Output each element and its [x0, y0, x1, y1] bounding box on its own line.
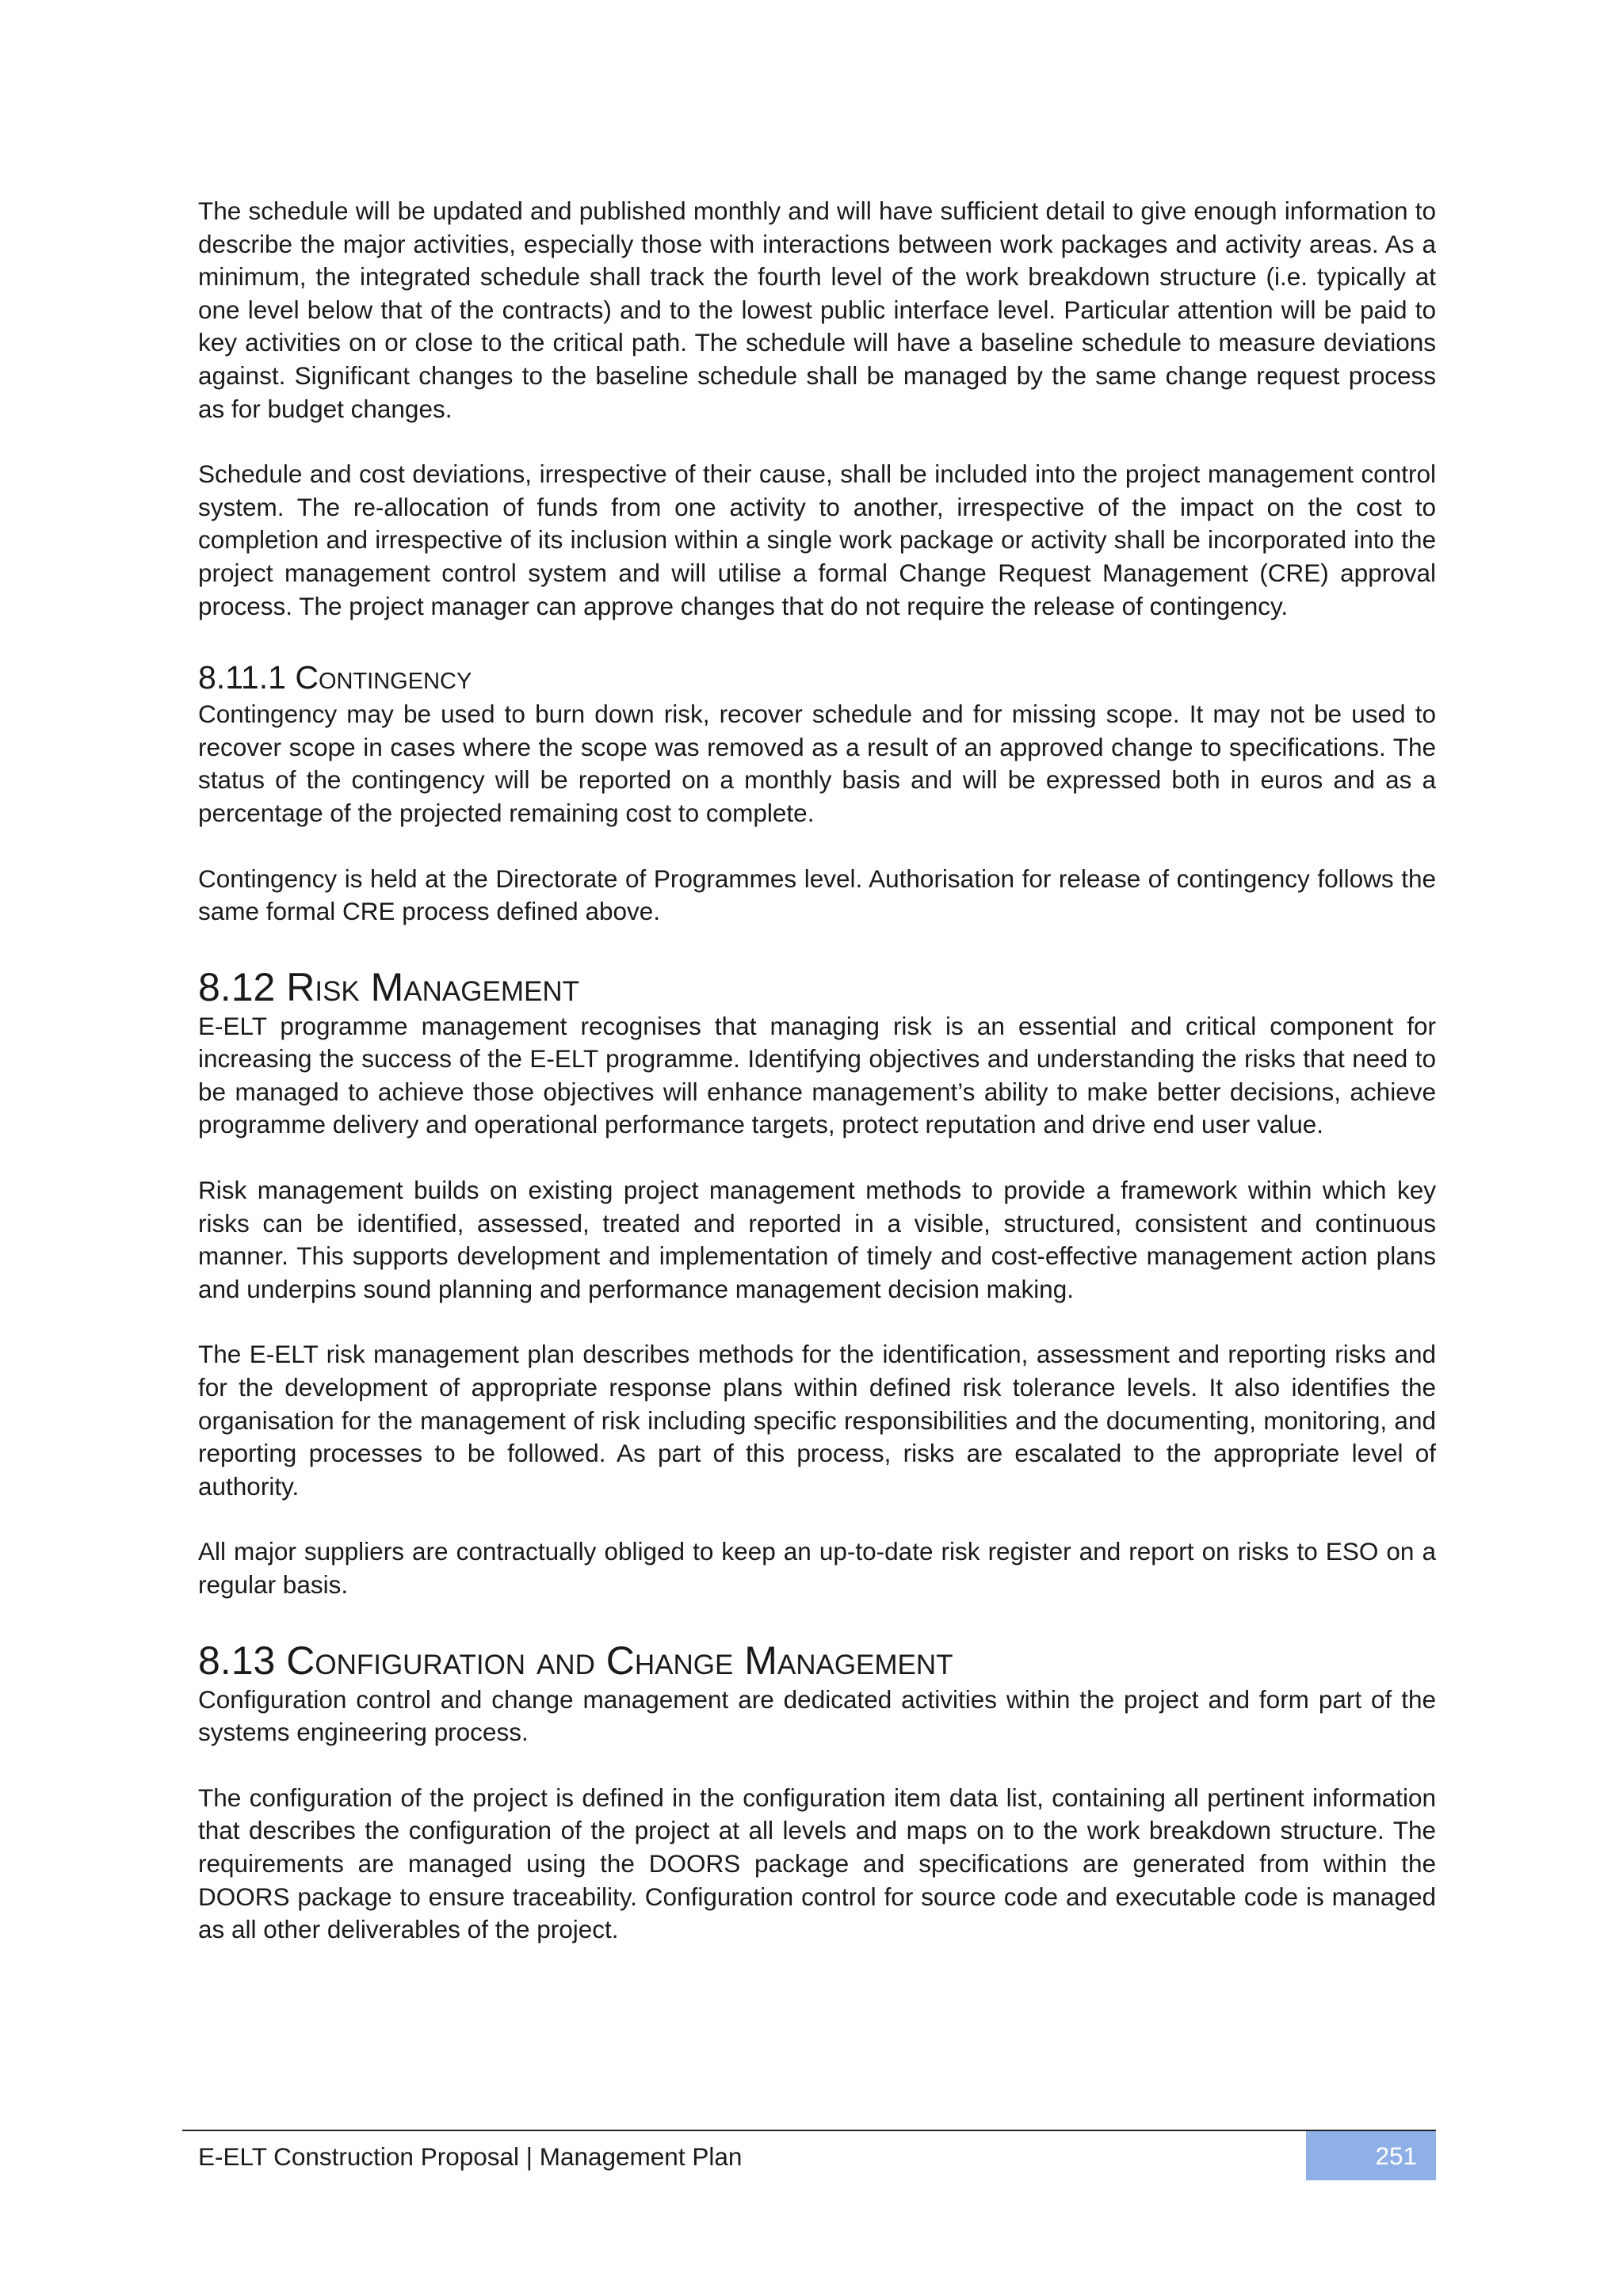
section-number: 8.13	[198, 1638, 276, 1683]
section-title: Risk Management	[286, 964, 579, 1009]
section-title: Configuration and Change Management	[286, 1638, 953, 1683]
paragraph-configuration-data-list: The configuration of the project is defined in the configuration item data list, containing all pertinent information that describes the configuration of the project at all levels and maps on to the work breakdown structure. The requirements are managed using the DOORS package and specifications are generated from within the DOORS package to ensure traceability. Configuration control for source code and executable code is managed as all other deliverables of the project.	[198, 1783, 1436, 1944]
paragraph-risk-plan: The E-ELT risk management plan describes methods for the identification, assessment and reporting risks and for the development of appropriate response plans within defined risk tolerance levels. It also identifies the organisation for the management of risk including specific responsibilities and the documenting, monitoring, and reporting processes to be followed. As part of this process, risks are escalated to the appropriate level of authority.	[198, 1340, 1436, 1501]
page-number-badge: 251	[1306, 2131, 1436, 2180]
section-number: 8.11.1	[198, 659, 286, 696]
page-content	[198, 195, 1436, 1979]
paragraph-contingency-use: Contingency may be used to burn down risk, recover schedule and for missing scope. It may not be used to recover scope in cases where the scope was removed as a result of an approved change to specifications. The status of the contingency will be reported on a monthly basis and will be expressed both in euros and as a percentage of the projected remaining cost to complete.	[198, 700, 1436, 827]
footer-divider	[182, 2130, 1436, 2131]
section-heading-configuration-change-management	[198, 1634, 1436, 1687]
paragraph-schedule-cost-deviations: Schedule and cost deviations, irrespective of their cause, shall be included into the project management control system. The re-allocation of funds from one activity to another, irrespective of the impact on the cost to completion and irrespective of its inclusion within a single work package or activity shall be incorporated into the project management control system and will utilise a formal Change Request Management (CRE) approval process. The project manager can approve changes that do not require the release of contingency.	[198, 460, 1436, 620]
section-number: 8.12	[198, 964, 276, 1009]
section-heading-contingency	[198, 655, 1436, 700]
paragraph-schedule-updates: The schedule will be updated and published monthly and will have sufficient detail to give enough information to describe the major activities, especially those with interactions between work packages and activity areas. As a minimum, the integrated schedule shall track the fourth level of the work breakdown structure (i.e. typically at one level below that of the contracts) and to the lowest public interface level. Particular attention will be paid to key activities on or close to the critical path. The schedule will have a baseline schedule to measure deviations against. Significant changes to the baseline schedule shall be managed by the same change request process as for budget changes.	[198, 196, 1436, 423]
paragraph-risk-recognition: E-ELT programme management recognises that managing risk is an essential and critical component for increasing the success of the E-ELT programme. Identifying objectives and understanding the risks that need to be managed to achieve those objectives will enhance management’s ability to make better decisions, achieve programme delivery and operational performance targets, protect reputation and drive end user value.	[198, 1011, 1436, 1139]
paragraph-risk-suppliers: All major suppliers are contractually obliged to keep an up-to-date risk register and report on risks to ESO on a regular basis.	[198, 1537, 1436, 1599]
paragraph-configuration-control: Configuration control and change management are dedicated activities within the project and form part of the systems engineering process.	[198, 1684, 1436, 1747]
section-heading-risk-management	[198, 961, 1436, 1013]
footer-document-title: E-ELT Construction Proposal | Management Plan	[198, 2142, 743, 2171]
paragraph-risk-framework: Risk management builds on existing project management methods to provide a framework within which key risks can be identified, assessed, treated and reported in a visible, structured, consistent and continuous manner. This supports development and implementation of timely and cost-effective management action plans and underpins sound planning and performance management decision making.	[198, 1176, 1436, 1303]
paragraph-contingency-authorisation: Contingency is held at the Directorate of Programmes level. Authorisation for release of contingency follows the same formal CRE process defined above.	[198, 864, 1436, 926]
section-title: Contingency	[295, 659, 472, 696]
